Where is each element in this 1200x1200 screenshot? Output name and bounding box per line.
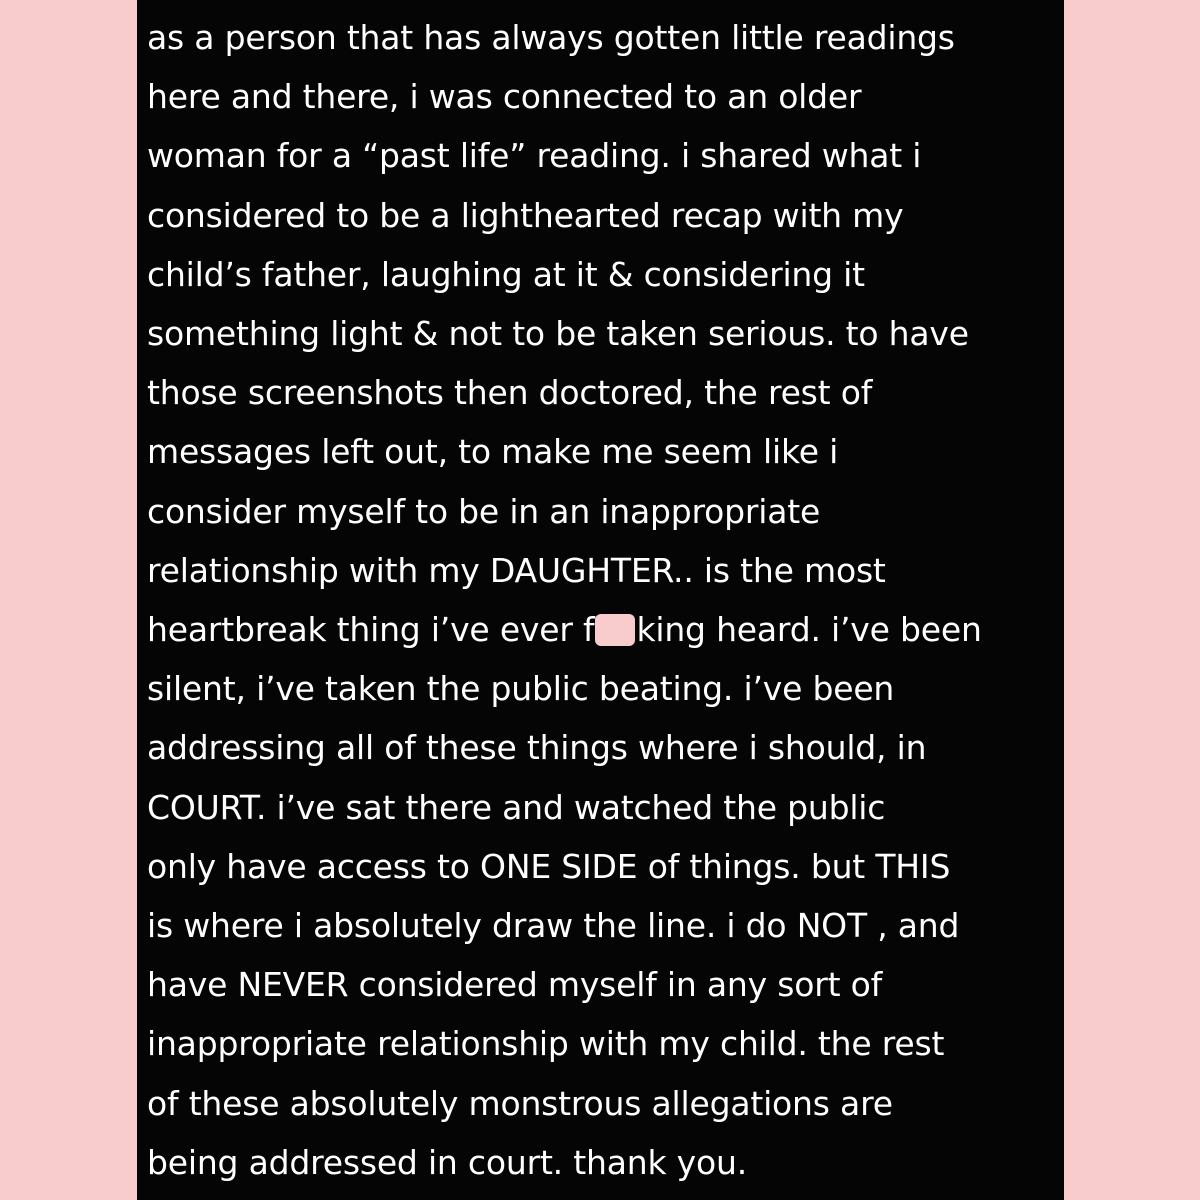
statement-line: relationship with my DAUGHTER.. is the most <box>147 550 886 590</box>
censor-box <box>595 614 635 646</box>
statement-line: woman for a “past life” reading. i shared what i <box>147 136 922 176</box>
statement-line: consider myself to be in an inappropriate <box>147 491 821 531</box>
statement-line: of these absolutely monstrous allegations are <box>147 1083 893 1123</box>
statement-line-censored <box>147 600 1057 659</box>
statement-line: inappropriate relationship with my child. the rest <box>147 1024 945 1064</box>
line-text-after-censor: king heard. i’ve been <box>636 610 982 650</box>
statement-line: have NEVER considered myself in any sort of <box>147 965 883 1005</box>
statement-line: those screenshots then doctored, the rest of <box>147 373 873 413</box>
statement-line: only have access to ONE SIDE of things. but THIS <box>147 846 951 886</box>
statement-line: here and there, i was connected to an older <box>147 77 862 117</box>
statement-line: silent, i’ve taken the public beating. i’ve been <box>147 669 895 709</box>
statement-text <box>147 8 1057 1192</box>
statement-line: as a person that has always gotten little readings <box>147 18 955 57</box>
statement-line: something light & not to be taken serious. to have <box>147 314 969 354</box>
statement-line: COURT. i’ve sat there and watched the public <box>147 787 886 827</box>
statement-panel <box>137 0 1064 1200</box>
statement-line: addressing all of these things where i should, in <box>147 728 927 768</box>
statement-line: is where i absolutely draw the line. i do NOT , and <box>147 906 960 946</box>
line-text-before-censor: heartbreak thing i’ve ever f <box>147 610 595 650</box>
statement-line: messages left out, to make me seem like i <box>147 432 839 472</box>
statement-line: considered to be a lighthearted recap with my <box>147 195 904 235</box>
statement-line: child’s father, laughing at it & considering it <box>147 254 865 294</box>
statement-line: being addressed in court. thank you. <box>147 1142 747 1182</box>
